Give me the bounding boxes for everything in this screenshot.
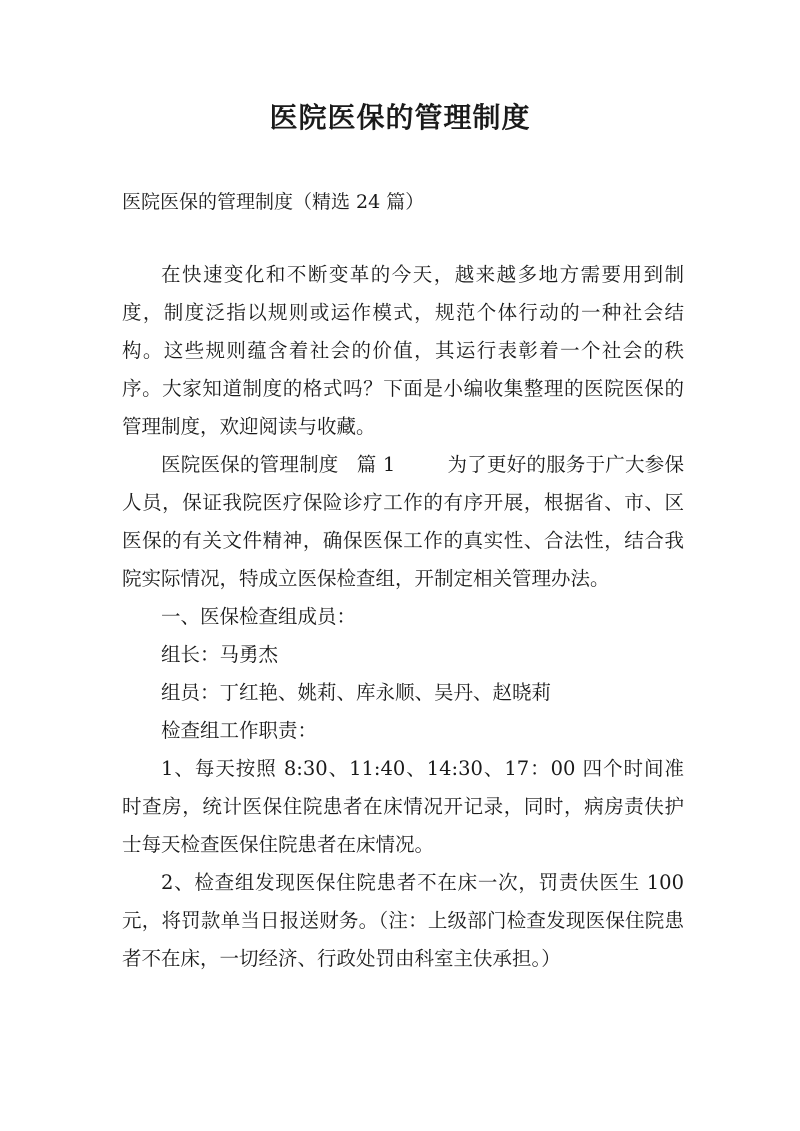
document-body	[122, 256, 684, 978]
article-1-text: 为了更好的服务于广大参保人员，保证我院医疗保险诊疗工作的有序开展，根据省、市、区医保的有关文件精神，确保医保工作的真实性、合法性，结合我院实际情况，特成立医保检查组，开制定相关管理办法。	[122, 453, 684, 590]
intro-paragraph: 在快速变化和不断变革的今天，越来越多地方需要用到制度，制度泛指以规则或运作模式，规范个体行动的一种社会结构。这些规则蕴含着社会的价值，其运行表彰着一个社会的秩序。大家知道制度的格式吗？下面是小编收集整理的医院医保的管理制度，欢迎阅读与收藏。	[122, 263, 684, 438]
duty-item-1: 1、每天按照 8:30、11:40、14:30、17：00 四个时间准时查房，统计医保住院患者在床情况开记录，同时，病房责伕护士每天检查医保住院患者在床情况。	[122, 757, 684, 856]
section-heading-members: 一、医保检查组成员：	[161, 605, 357, 628]
document-title: 医院医保的管理制度	[269, 101, 531, 134]
article-1-paragraph	[122, 446, 684, 598]
team-members-line: 组员：丁红艳、姚莉、库永顺、吴丹、赵晓莉	[161, 681, 552, 704]
article-1-heading: 医院医保的管理制度	[161, 453, 339, 476]
article-1-number: 篇 1	[356, 453, 396, 476]
duties-heading: 检查组工作职责：	[161, 719, 318, 742]
team-leader-line: 组长：马勇杰	[161, 643, 279, 666]
duty-item-2: 2、检查组发现医保住院患者不在床一次，罚责伕医生 100 元，将罚款单当日报送财务。（注：上级部门检查发现医保住院患者不在床，一切经济、行政处罚由科室主伕承担。）	[122, 871, 684, 970]
document-subtitle: 医院医保的管理制度（精选 24 篇）	[122, 191, 425, 213]
